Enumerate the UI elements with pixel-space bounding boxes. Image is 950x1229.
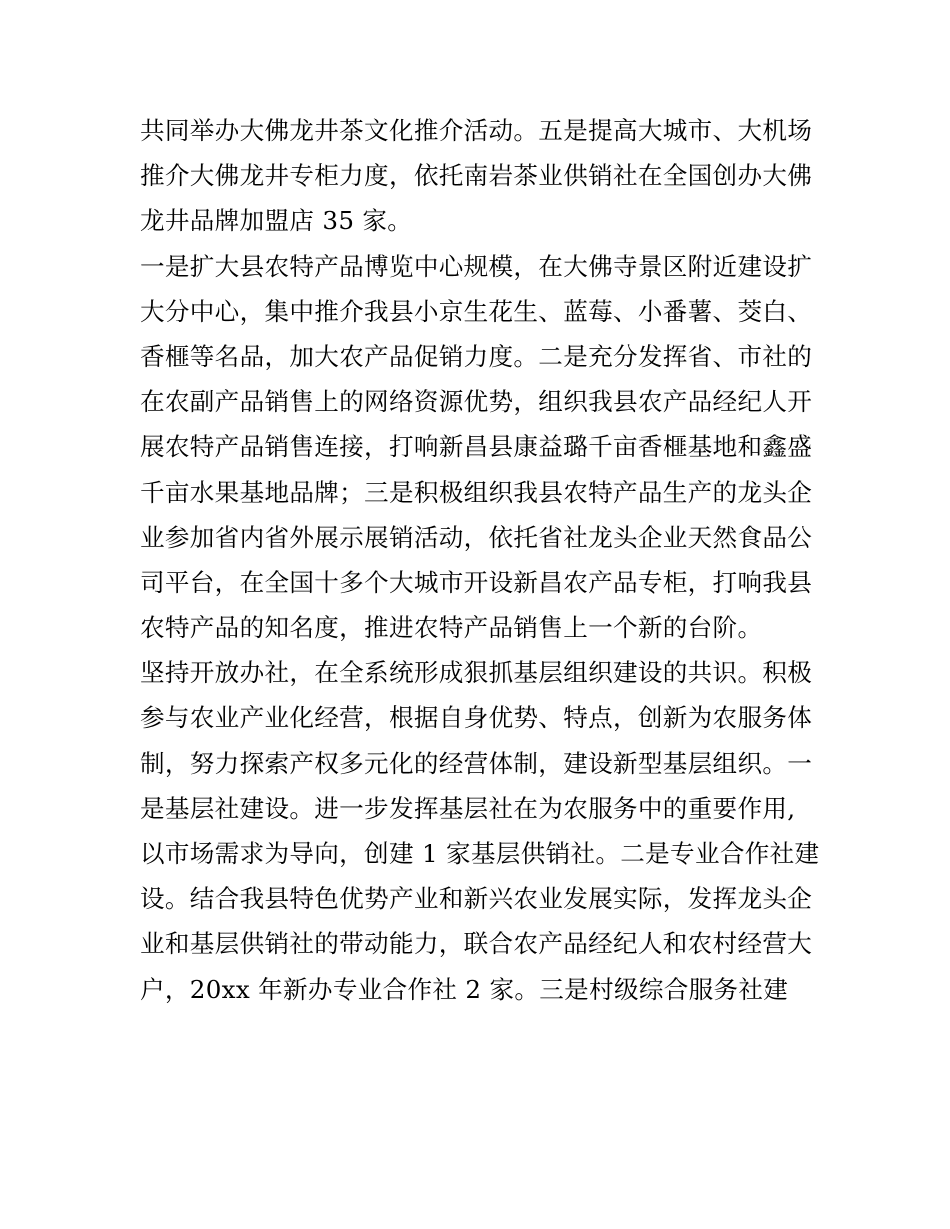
text-line: 司平台，在全国十多个大城市开设新昌农产品专柜，打响我县 <box>140 567 813 597</box>
text-line: 制，努力探索产权多元化的经营体制，建设新型基层组织。一 <box>140 748 813 778</box>
text-line: 设。结合我县特色优势产业和新兴农业发展实际，发挥龙头企 <box>140 884 813 914</box>
text-line: 一是扩大县农特产品博览中心规模，在大佛寺景区附近建设扩 <box>140 251 813 281</box>
body-text <box>140 108 820 1012</box>
text-line: 农特产品的知名度，推进农特产品销售上一个新的台阶。 <box>140 613 763 643</box>
text-line: 业和基层供销社的带动能力，联合农产品经纪人和农村经营大 <box>140 929 813 959</box>
text-line: 参与农业产业化经营，根据自身优势、特点，创新为农服务体 <box>140 703 813 733</box>
text-line: 香榧等名品，加大农产品促销力度。二是充分发挥省、市社的 <box>140 341 813 371</box>
text-line: 在农副产品销售上的网络资源优势，组织我县农产品经纪人开 <box>140 387 813 417</box>
text-line: 是基层社建设。进一步发挥基层社在为农服务中的重要作用, <box>140 793 796 823</box>
text-line: 展农特产品销售连接，打响新昌县康益璐千亩香榧基地和鑫盛 <box>140 432 813 462</box>
text-line: 坚持开放办社，在全系统形成狠抓基层组织建设的共识。积极 <box>140 658 813 688</box>
text-line: 共同举办大佛龙井茶文化推介活动。五是提高大城市、大机场 <box>140 116 813 145</box>
text-line: 以市场需求为导向，创建 1 家基层供销社。二是专业合作社建 <box>140 839 820 868</box>
text-line: 千亩水果基地品牌；三是积极组织我县农特产品生产的龙头企 <box>140 477 813 507</box>
text-line: 推介大佛龙井专柜力度，依托南岩茶业供销社在全国创办大佛 <box>140 161 813 191</box>
text-line: 龙井品牌加盟店 35 家。 <box>140 206 413 236</box>
text-line: 户，20xx 年新办专业合作社 2 家。三是村级综合服务社建 <box>140 974 789 1004</box>
text-line: 业参加省内省外展示展销活动，依托省社龙头企业天然食品公 <box>140 522 813 552</box>
text-line: 大分中心，集中推介我县小京生花生、蓝莓、小番薯、茭白、 <box>140 296 813 326</box>
